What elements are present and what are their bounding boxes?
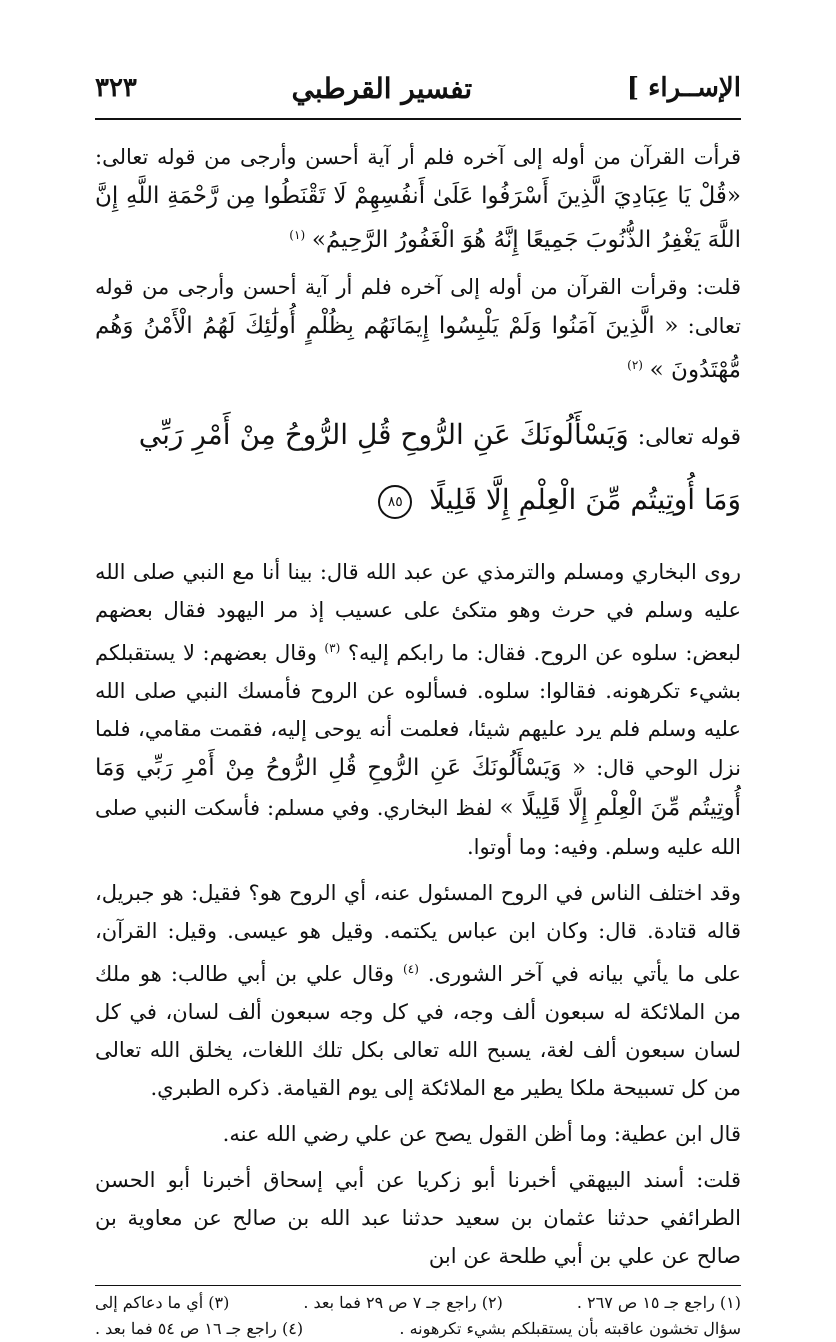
paragraph-3-text: روى البخاري ومسلم والترمذي عن عبد الله قال: بينا أنا مع النبي صلى الله عليه وسلم في حرث وهو متكئ على عسيب إذ مر اليهود فقال بعضهم لبعض: سلوه عن الروح. فقال: ما رابكم إليه؟ bbox=[95, 560, 741, 665]
paragraph-2-text: قلت: وقرأت القرآن من أوله إلى آخره فلم أر آية أحسن وأرجى من قوله تعالى: bbox=[95, 275, 741, 338]
paragraph-4-text: وقد اختلف الناس في الروح المسئول عنه، أي الروح هو؟ فقيل: هو جبريل، قاله قتادة. قال: وكان ابن عباس يكتمه. وقيل هو عيسى. وقيل: القرآن، على ما يأتي بيانه في آخر الشورى. bbox=[95, 881, 741, 986]
quran-quote-3: « وَيَسْأَلُونَكَ عَنِ الرُّوحِ قُلِ الرُّوحُ مِنْ أَمْرِ رَبِّي وَمَا أُوتِيتُم مِّنَ الْعِلْمِ إِلَّا قَلِيلًا » bbox=[95, 755, 741, 821]
verse-lead: قوله تعالى: bbox=[637, 425, 741, 450]
footnotes bbox=[95, 1286, 741, 1342]
footnote-marker-3: (٣) bbox=[324, 641, 341, 655]
paragraph-3b-text: وقال بعضهم: لا يستقبلكم بشيء تكرهونه. فقالوا: سلوه. فسألوه عن الروح فأمسك النبي صلى الله عليه وسلم فلم يرد عليهم شيئا، فعلمت أنه يوحى إليه، فقمت مقامي، فلما نزل الوحي قال: bbox=[95, 641, 741, 780]
verse-text-1: وَيَسْأَلُونَكَ عَنِ الرُّوحِ قُلِ الرُّوحُ مِنْ أَمْرِ رَبِّي bbox=[138, 418, 629, 451]
page-number: ٣٢٣ bbox=[95, 73, 137, 103]
verse-block bbox=[95, 404, 741, 531]
paragraph-5: قال ابن عطية: وما أظن القول يصح عن علي رضي الله عنه. bbox=[222, 1122, 741, 1146]
paragraph-4 bbox=[95, 874, 741, 1107]
footnote-3: (٣) أي ما دعاكم إلى bbox=[95, 1293, 230, 1312]
quran-quote-2: « الَّذِينَ آمَنُوا وَلَمْ يَلْبِسُوا إِيمَانَهُم بِظُلْمٍ أُولَٰئِكَ لَهُمُ الْأَمْنُ وَهُم مُّهْتَدُونَ » bbox=[95, 313, 741, 383]
footnote-1: (١) راجع جـ ١٥ ص ٢٦٧ . bbox=[576, 1293, 741, 1312]
footnote-row-2 bbox=[95, 1316, 741, 1342]
verse-number-badge: ٨٥ bbox=[378, 485, 412, 519]
verse-text-2: وَمَا أُوتِيتُم مِّنَ الْعِلْمِ إِلَّا قَلِيلًا bbox=[429, 483, 741, 516]
header-divider bbox=[95, 118, 741, 120]
paragraph-3 bbox=[95, 553, 741, 866]
footnote-row-1 bbox=[95, 1290, 741, 1316]
verse-line-1 bbox=[95, 404, 741, 469]
footnote-marker-1: (١) bbox=[289, 228, 306, 242]
footnote-marker-4: (٤) bbox=[403, 962, 419, 976]
paragraph-3c-text: لفظ البخاري. وفي مسلم: فأسكت النبي صلى الله عليه وسلم. وفيه: وما أوتوا. bbox=[95, 796, 741, 859]
footnote-2: (٢) راجع جـ ٧ ص ٢٩ فما بعد . bbox=[303, 1293, 503, 1312]
paragraph-4b-text: وقال علي بن أبي طالب: هو ملك من الملائكة له سبعون ألف وجه، في كل وجه سبعون ألف لسان، في كل لسان سبعون ألف لغة، يسبح الله تعالى بكل تلك اللغات، يخلق الله تعالى من كل تسبيحة ملكا يطير مع الملائكة إلى يوم القيامة. ذكره الطبري. bbox=[95, 962, 741, 1100]
footnote-marker-2: (٢) bbox=[627, 358, 643, 372]
verse-line-2 bbox=[95, 469, 741, 531]
footnote-3-continued: سؤال تخشون عاقبته بأن يستقبلكم بشيء تكرهونه . bbox=[399, 1319, 741, 1338]
paragraph-1 bbox=[95, 138, 741, 260]
footnote-4: (٤) راجع جـ ١٦ ص ٥٤ فما بعد . bbox=[95, 1319, 304, 1338]
paragraph-2 bbox=[95, 268, 741, 390]
page-header bbox=[95, 58, 741, 118]
book-title: تفسير القرطبي bbox=[291, 71, 473, 105]
chapter-title: الإســراء ] bbox=[626, 73, 741, 103]
quran-quote-1: «قُلْ يَا عِبَادِيَ الَّذِينَ أَسْرَفُوا عَلَىٰ أَنفُسِهِمْ لَا تَقْنَطُوا مِن رَّحْمَةِ اللَّهِ إِنَّ اللَّهَ يَغْفِرُ الذُّنُوبَ جَمِيعًا إِنَّهُ هُوَ الْغَفُورُ الرَّحِيمُ» bbox=[95, 183, 741, 253]
paragraph-1-text: قرأت القرآن من أوله إلى آخره فلم أر آية أحسن وأرجى من قوله تعالى: bbox=[95, 145, 741, 169]
paragraph-6: قلت: أسند البيهقي أخبرنا أبو زكريا عن أبي إسحاق أخبرنا أبو الحسن الطرائفي حدثنا عثمان بن سعيد حدثنا عبد الله بن صالح عن معاوية بن صالح عن علي بن أبي طلحة عن ابن bbox=[95, 1168, 741, 1268]
